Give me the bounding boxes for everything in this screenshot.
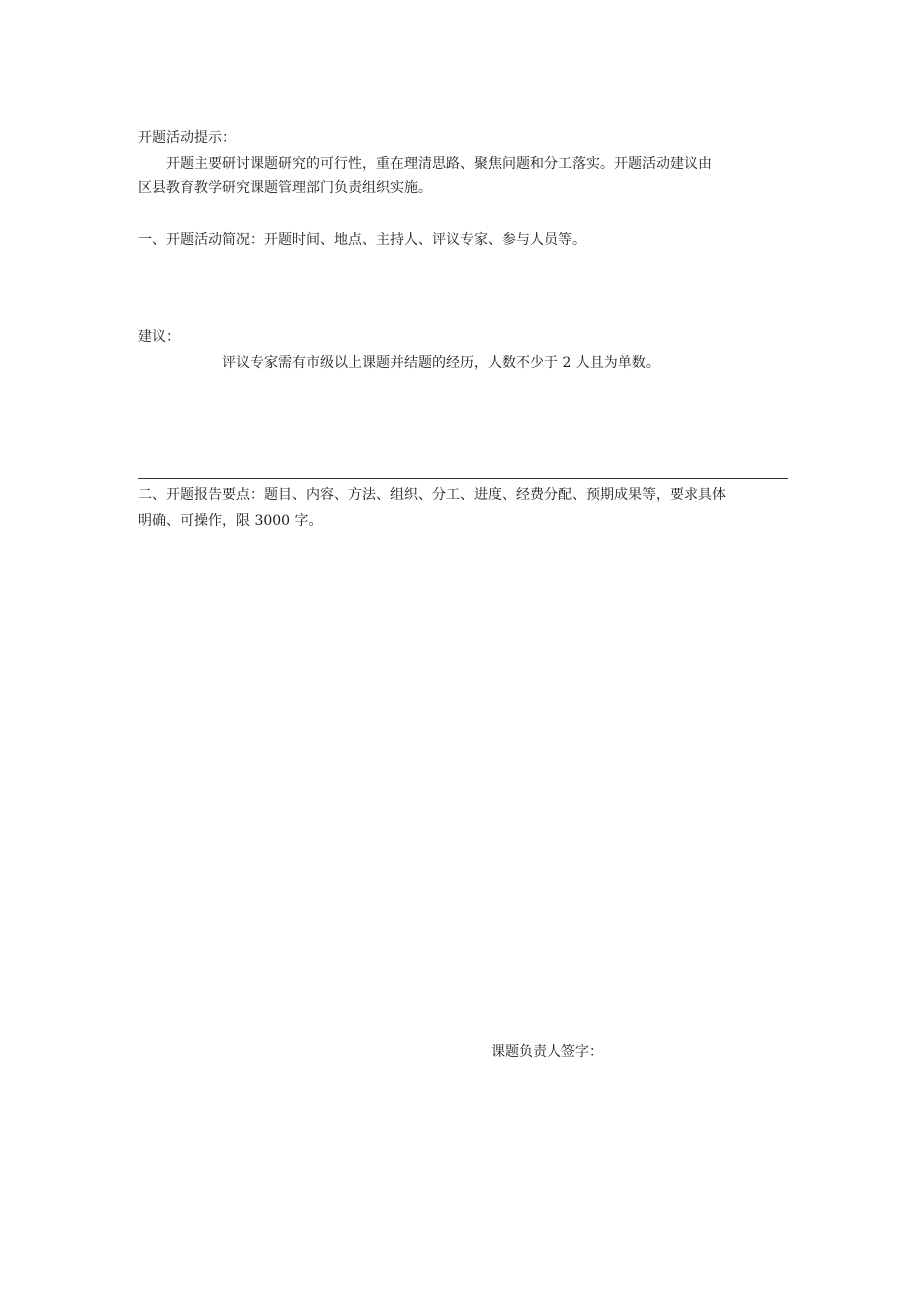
section-2-title-line-1: 二、开题报告要点：题目、内容、方法、组织、分工、进度、经费分配、预期成果等，要求具体: [138, 487, 726, 503]
section-1-title: 一、开题活动简况：开题时间、地点、主持人、评议专家、参与人员等。: [138, 232, 586, 248]
tips-body-line-1: 开题主要研讨课题研究的可行性，重在理清思路、聚焦问题和分工落实。开题活动建议由: [166, 156, 712, 172]
signature-label: 课题负责人签字：: [491, 1044, 603, 1060]
tips-body-line-2: 区县教育教学研究课题管理部门负责组织实施。: [138, 180, 432, 196]
suggestion-body: 评议专家需有市级以上课题并结题的经历，人数不少于 2 人且为单数。: [222, 355, 660, 371]
section-2-title-line-2: 明确、可操作，限 3000 字。: [138, 513, 323, 529]
suggestion-heading: 建议：: [138, 329, 180, 345]
tips-heading: 开题活动提示：: [138, 130, 236, 146]
section-divider: [138, 478, 788, 479]
